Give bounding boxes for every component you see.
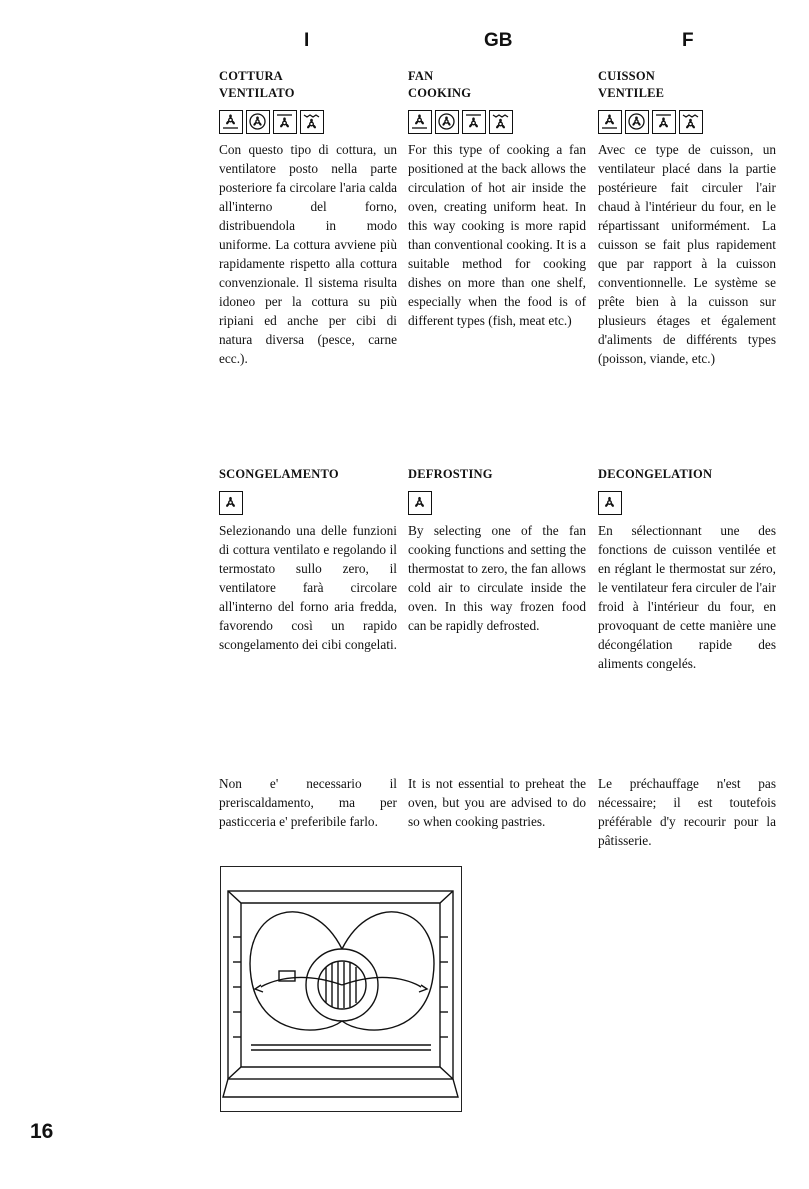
section-title: DEFROSTING [408,467,493,481]
preheat-note-italian: Non e' necessario il preriscaldamento, ma per pasticceria e' preferibile farlo. [219,776,397,829]
fan-top-element-icon [652,110,676,134]
header-french: F [682,30,694,51]
section-title: COTTURA VENTILATO [219,69,295,100]
fan-icons-row [598,110,776,134]
fan-icon [219,491,243,515]
fan-section-italian [219,68,397,368]
fan-bottom-element-icon [408,110,432,134]
section-body: Selezionando una delle funzioni di cottura ventilato e regolando il termostato sullo zero, il ventilatore farà circolare all'interno del forno aria fredda, favorendo così un rapido scongelamento dei cibi congelati. [219,523,397,652]
defrost-icons-row [408,491,586,515]
section-body: For this type of cooking a fan positioned at the back allows the circulation of hot air inside the oven, creating uniform heat. In this way cooking is more rapid than conventional cooking. It is a suitable method for cooking dishes on more than one shelf, especially when the food is of different types (fish, meat etc.) [408,142,586,328]
fan-bottom-element-icon [219,110,243,134]
defrost-icons-row [219,491,397,515]
section-title: DECONGELATION [598,467,713,481]
fan-icons-row [408,110,586,134]
fan-ring-icon [246,110,270,134]
fan-ring-icon [435,110,459,134]
section-body: Avec ce type de cuisson, un ventilateur placé dans la partie postérieure fait circuler l'air chaud à l'intérieur du four, en le répartissant uniformément. La cuisson se fait plus rapidement que par rapport à la cuisson conventionnelle. Le système se prête bien à la cuisson sur plusieurs étages et également d'aliments de différents types (poisson, viande, etc.) [598,142,776,366]
section-body: By selecting one of the fan cooking functions and setting the thermostat to zero, the fan allows cold air to circulate inside the oven. In this way frozen food can be rapidly defrosted. [408,523,586,633]
oven-airflow-illustration [220,866,462,1112]
fan-section-english [408,68,586,330]
section-body: Con questo tipo di cottura, un ventilatore posto nella parte posteriore fa circolare l'aria calda all'interno del forno, distribuendola in modo uniforme. La cottura avviene più rapidamente rispetto alla cottura convenzionale. Il sistema risulta idoneo per la cottura su più ripiani ed anche per cibi di natura diversa (pesce, carne ecc.). [219,142,397,366]
defrost-section-english [408,466,586,635]
fan-icons-row [219,110,397,134]
fan-section-french [598,68,776,368]
fan-grill-icon [489,110,513,134]
fan-grill-icon [300,110,324,134]
header-english: GB [484,30,513,51]
fan-bottom-element-icon [598,110,622,134]
fan-top-element-icon [273,110,297,134]
fan-ring-icon [625,110,649,134]
preheat-note-english: It is not essential to preheat the oven, but you are advised to do so when cooking pastries. [408,776,586,829]
section-title: CUISSON VENTILEE [598,69,665,100]
section-title: SCONGELAMENTO [219,467,339,481]
header-italian: I [304,30,310,51]
fan-icon [598,491,622,515]
fan-grill-icon [679,110,703,134]
page-number: 16 [30,1120,54,1143]
fan-top-element-icon [462,110,486,134]
preheat-note-french: Le préchauffage n'est pas nécessaire; il est toutefois préférable d'y recourir pour la pâtisserie. [598,776,776,848]
section-title: FAN COOKING [408,69,472,100]
defrost-section-french [598,466,776,673]
section-body: En sélectionnant une des fonctions de cuisson ventilée et en réglant le thermostat sur zéro, le ventilateur fera circuler de l'air froid à l'intérieur du four, en provoquant de cette manière une décongélation rapide des aliments congelés. [598,523,776,671]
defrost-icons-row [598,491,776,515]
fan-icon [408,491,432,515]
defrost-section-italian [219,466,397,654]
